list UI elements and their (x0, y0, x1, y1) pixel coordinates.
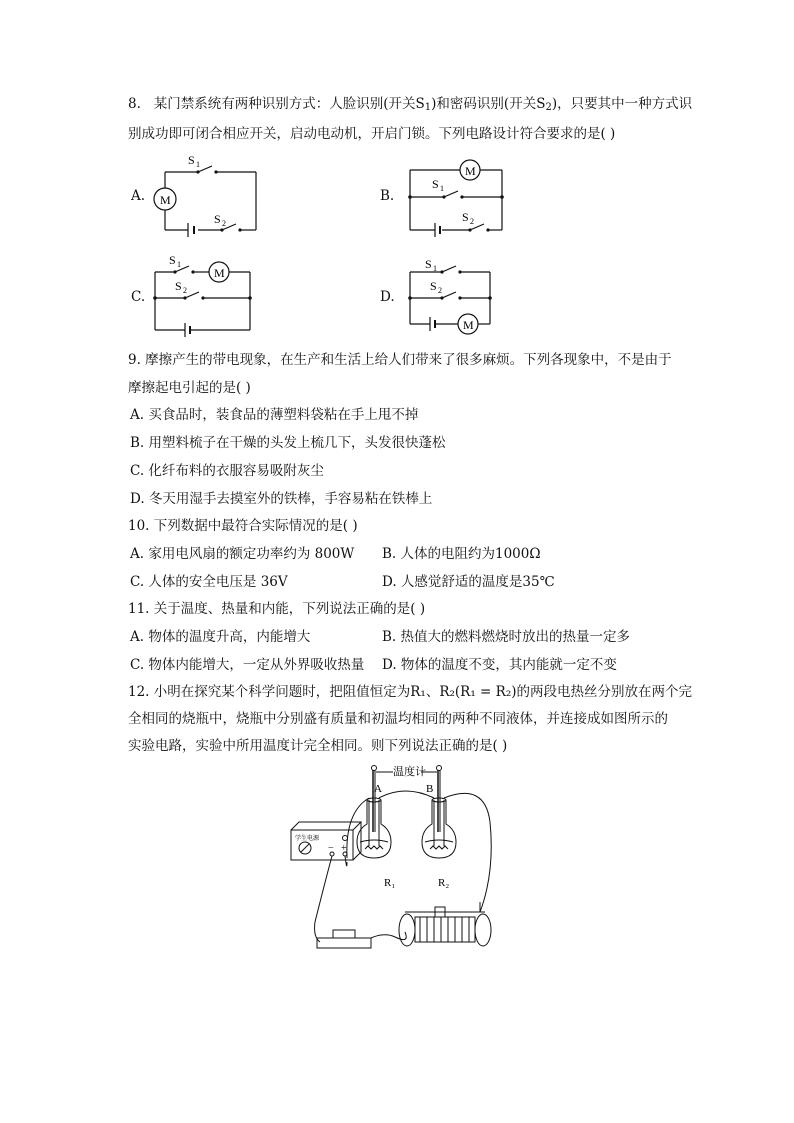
switch-s2-label: S (175, 279, 182, 293)
thermometer-label: 温度计 (393, 766, 426, 778)
switch-s2-sub: 2 (183, 286, 187, 295)
q12-stem-line2: 全相同的烧瓶中，烧瓶中分别盛有质量和初温均相同的两种不同液体，并连接成如图所示的 (128, 711, 668, 727)
motor-label: M (463, 318, 474, 332)
q8-option-b-label[interactable]: B. (380, 188, 395, 204)
switch-s2-label: S (462, 210, 469, 224)
q11-option-c[interactable]: C. 物体内能增大，一定从外界吸收热量 (130, 657, 365, 673)
q11-option-d[interactable]: D. 物体的温度不变，其内能就一定不变 (382, 657, 617, 673)
q11-option-b[interactable]: B. 热值大的燃料燃烧时放出的热量一定多 (382, 629, 631, 645)
power-supply-label: 学生电源 (295, 836, 320, 842)
q8-option-a-label[interactable]: A. (131, 188, 146, 204)
q8-stem-line1 (128, 94, 692, 118)
q11-option-a[interactable]: A. 物体的温度升高，内能增大 (130, 629, 311, 645)
q8-text-part2: )和密码识别(开关S (431, 96, 546, 112)
q12-stem-line3: 实验电路，实验中所用温度计完全相同。则下列说法正确的是( ) (128, 738, 508, 754)
experiment-apparatus-figure (285, 762, 505, 957)
q8-option-c-label[interactable]: C. (131, 289, 146, 305)
motor-label: M (160, 193, 171, 207)
switch-s2-sub: 2 (470, 217, 474, 226)
q9-stem-line2: 摩擦起电引起的是( ) (128, 380, 251, 396)
terminal-minus-label: − (328, 843, 334, 854)
q8-text-part3: )，只要其中一种方式识 (551, 96, 693, 112)
switch-s1-sub: 1 (433, 264, 437, 273)
switch-s1-label: S (425, 257, 432, 271)
q10-option-a[interactable]: A. 家用电风扇的额定功率约为 800W (130, 546, 355, 562)
q12-stem-line1: 12. 小明在探究某个科学问题时，把阻值恒定为R₁、R₂(R₁ = R₂)的两段电热丝分别放在两个完 (128, 684, 692, 700)
thermometer-b-label: B (426, 783, 434, 795)
q9-option-b[interactable]: B. 用塑料梳子在干燥的头发上梳几下，头发很快蓬松 (130, 435, 446, 451)
q10-stem: 10. 下列数据中最符合实际情况的是( ) (128, 518, 358, 534)
circuit-diagram-c (145, 252, 260, 342)
q8-option-d-label[interactable]: D. (380, 289, 395, 305)
q8-text-part1: 某门禁系统有两种识别方式：人脸识别(开关S (153, 96, 425, 112)
motor-label: M (214, 266, 225, 280)
q9-option-d[interactable]: D. 冬天用湿手去摸室外的铁棒，手容易粘在铁棒上 (130, 491, 433, 507)
resistor-r2-label: R₂ (438, 877, 450, 889)
q8-number: 8. (128, 96, 141, 112)
switch-s1-sub: 1 (440, 184, 444, 193)
terminal-plus-label: + (341, 843, 347, 854)
q9-stem-line1: 9. 摩擦产生的带电现象，在生产和生活上给人们带来了很多麻烦。下列各现象中，不是由于 (128, 352, 672, 368)
q10-option-c[interactable]: C. 人体的安全电压是 36V (130, 574, 288, 590)
motor-label: M (465, 164, 476, 178)
q10-option-d[interactable]: D. 人感觉舒适的温度是35℃ (382, 574, 555, 590)
q11-stem: 11. 关于温度、热量和内能，下列说法正确的是( ) (128, 601, 426, 617)
q9-option-c[interactable]: C. 化纤布料的衣服容易吸附灰尘 (130, 463, 324, 479)
switch-s1-sub: 1 (177, 260, 181, 269)
q8-stem-line2: 别成功即可闭合相应开关，启动电动机，开启门锁。下列电路设计符合要求的是( ) (128, 126, 616, 142)
switch-s2-label: S (430, 279, 437, 293)
switch-s2-label: S (214, 212, 221, 226)
circuit-diagram-d (400, 252, 515, 342)
circuit-diagram-a (150, 150, 265, 240)
q9-option-a[interactable]: A. 买食品时，装食品的薄塑料袋粘在手上甩不掉 (130, 407, 419, 423)
switch-s2-sub: 2 (222, 219, 226, 228)
resistor-r1-label: R₁ (384, 877, 396, 889)
switch-s2-sub: 2 (438, 286, 442, 295)
switch-s1-sub: 1 (196, 160, 200, 169)
thermometer-a-label: A (374, 783, 382, 795)
q8-sub1: 1 (424, 102, 432, 113)
switch-s1-label: S (432, 177, 439, 191)
q10-option-b[interactable]: B. 人体的电阻约为1000Ω (382, 546, 541, 562)
circuit-diagram-b (400, 150, 515, 240)
switch-s1-label: S (188, 153, 195, 167)
q8-sub2: 2 (545, 102, 552, 113)
switch-s1-label: S (169, 253, 176, 267)
